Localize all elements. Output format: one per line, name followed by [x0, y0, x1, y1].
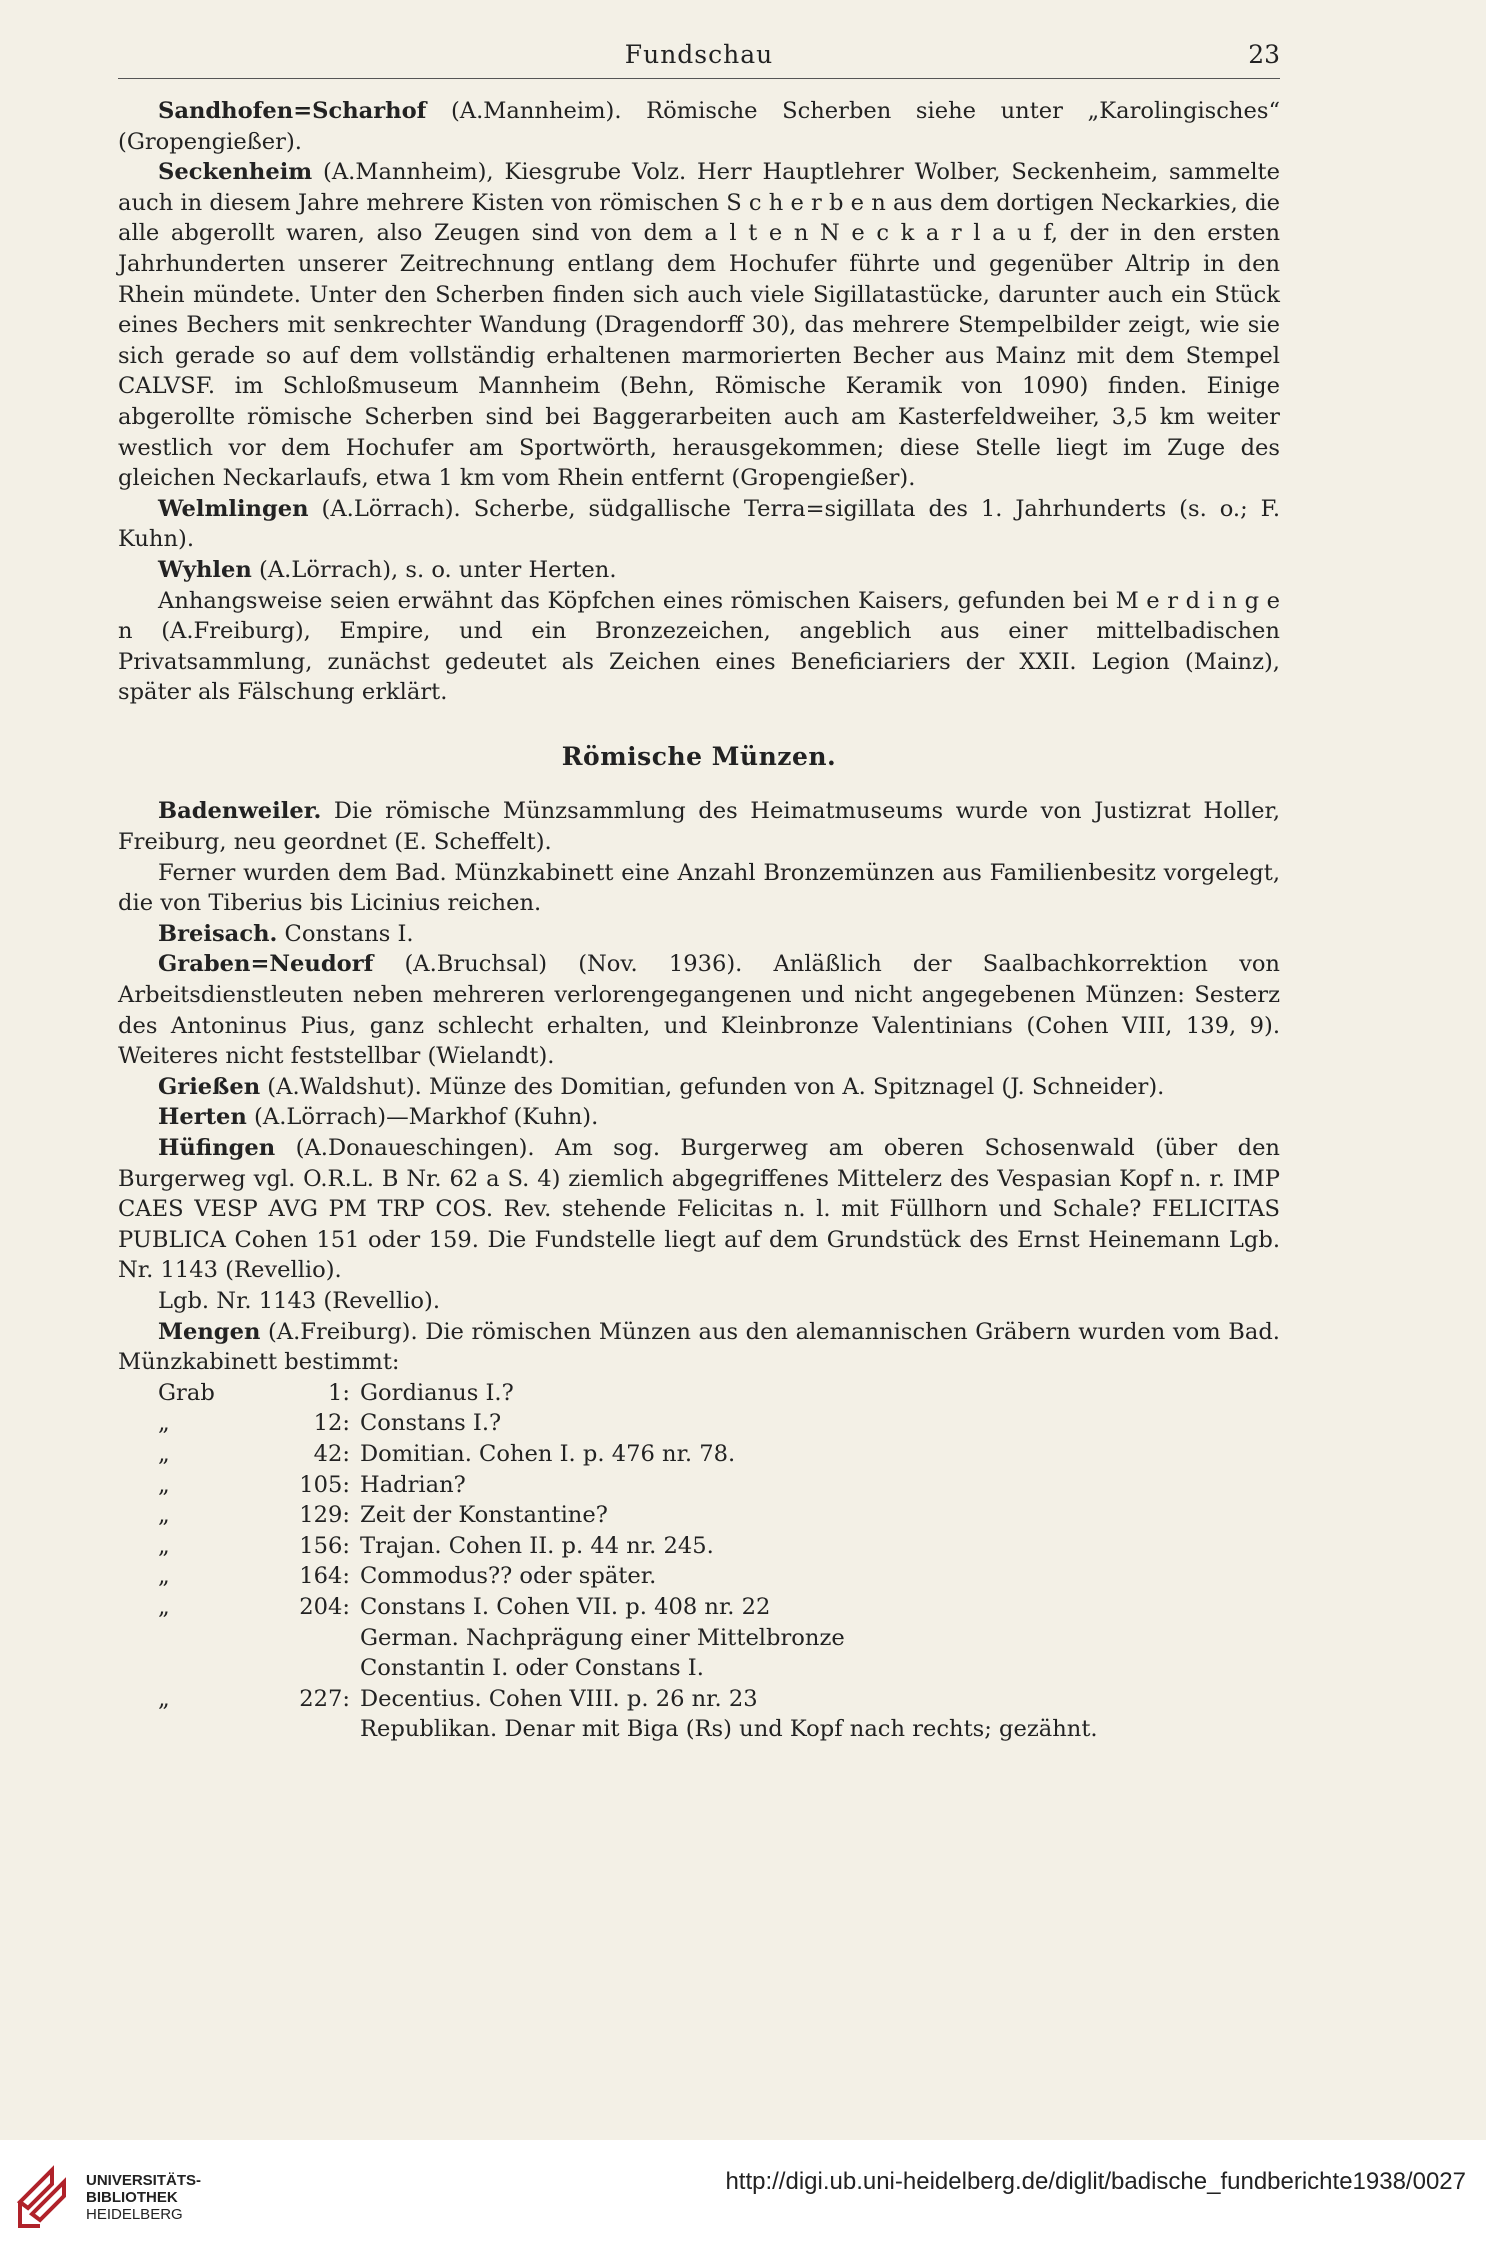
grave-number: 204:	[299, 1593, 350, 1620]
place-name: Graben=Neudorf	[158, 951, 374, 978]
library-footer	[0, 2140, 1486, 2249]
page-number: 23	[1248, 40, 1280, 69]
paragraph-text: Anhangsweise seien erwähnt das Köpfchen eines römischen Kaisers, gefunden bei M e r d i n g e n (A.Freiburg), Empire, und ein Bronzezeichen, angeblich aus einer mittelbadischen Privatsammlung, zunächst gedeutet als Zeichen eines Beneficiariers der XXII. Legion (Mainz), später als Fälschung erklärt.	[118, 587, 1280, 706]
paragraph	[118, 1102, 1280, 1133]
grave-description: Hadrian?	[360, 1471, 466, 1498]
paragraph	[118, 157, 1280, 494]
grave-entry	[118, 1408, 1280, 1439]
grave-entry	[118, 1500, 1280, 1531]
paragraph	[118, 555, 1280, 586]
place-name: Badenweiler.	[158, 798, 322, 825]
place-name: Sandhofen=Scharhof	[158, 98, 427, 124]
place-name: Mengen	[158, 1318, 261, 1345]
grave-entry	[118, 1378, 1280, 1409]
grave-prefix: „	[158, 1410, 170, 1437]
library-line-3: HEIDELBERG	[86, 2206, 183, 2223]
paragraph	[118, 586, 1280, 708]
grave-entry	[118, 1714, 1280, 1745]
paragraphs-bottom	[118, 796, 1280, 1377]
grave-description: Domitian. Cohen I. p. 476 nr. 78.	[360, 1440, 736, 1467]
grave-description: German. Nachprägung einer Mittelbronze	[360, 1624, 845, 1651]
place-name: Hüfingen	[158, 1135, 276, 1161]
library-name	[86, 2172, 201, 2223]
place-name: Wyhlen	[158, 556, 252, 583]
grave-prefix: „	[158, 1593, 170, 1620]
grave-entry	[118, 1531, 1280, 1562]
grave-description: Constans I. Cohen VII. p. 408 nr. 22	[360, 1593, 771, 1620]
paragraph-text: Die römische Münzsammlung des Heimatmuseums wurde von Justizrat Holler, Freiburg, neu geordnet (E. Scheffelt).	[118, 798, 1280, 856]
grave-entry	[118, 1592, 1280, 1623]
grave-entry	[118, 1684, 1280, 1715]
paragraph-text: Lgb. Nr. 1143 (Revellio).	[158, 1287, 441, 1314]
grave-prefix: „	[158, 1471, 170, 1498]
paragraph-text: (A.Mannheim). Römische Scherben siehe unter „Karolingisches“ (Gropengießer).	[118, 98, 1280, 155]
paragraph	[118, 1072, 1280, 1103]
paragraph-text: (A.Bruchsal) (Nov. 1936). Anläßlich der Saalbachkorrektion von Arbeitsdienstleuten neben mehreren verlorengegangenen und nicht angegebenen Münzen: Sesterz des Antoninus Pius, ganz schlecht erhalten, und Kleinbronze Valentinians (Cohen VIII, 139, 9). Weiteres nicht feststellbar (Wielandt).	[118, 951, 1280, 1070]
running-title: Fundschau	[624, 40, 774, 69]
grave-number: 129:	[299, 1502, 350, 1529]
paragraph-text: Constans I.	[277, 920, 414, 947]
paragraph	[118, 796, 1280, 857]
grave-prefix: „	[158, 1532, 170, 1559]
grave-description: Constans I.?	[360, 1410, 502, 1437]
grave-prefix: „	[158, 1685, 170, 1712]
running-head	[118, 38, 1280, 79]
place-name: Breisach.	[158, 920, 278, 947]
grave-prefix: „	[158, 1502, 170, 1529]
section-heading: Römische Münzen.	[561, 741, 837, 771]
grave-entry	[118, 1623, 1280, 1654]
grave-prefix: Grab	[158, 1379, 215, 1406]
place-name: Herten	[158, 1104, 247, 1131]
grave-entry	[118, 1653, 1280, 1684]
paragraph	[118, 858, 1280, 919]
paragraph-text: (A.Donaueschingen). Am sog. Burgerweg am oberen Schosenwald (über den Burgerweg vgl. O.R.L. B Nr. 62 a S. 4) ziemlich abgegriffenes Mittelerz des Vespasian Kopf n. r. IMP CAES VESP AVG PM TRP COS. Rev. stehende Felicitas n. l. mit Füllhorn und Schale? FELICITAS PUBLICA Cohen 151 oder 159. Die Fundstelle liegt auf dem Grundstück des Ernst Heinemann Lgb. Nr. 1143 (Revellio).	[118, 1135, 1280, 1284]
paragraph-text: (A.Lörrach)—Markhof (Kuhn).	[246, 1104, 599, 1131]
paragraph	[118, 919, 1280, 950]
grave-number: 105:	[299, 1471, 350, 1498]
paragraph	[118, 1317, 1280, 1378]
paragraph-text: (A.Freiburg). Die römischen Münzen aus den alemannischen Gräbern wurden vom Bad. Münzkabinett bestimmt:	[118, 1318, 1280, 1376]
grave-description: Zeit der Konstantine?	[360, 1502, 608, 1529]
library-line-2: BIBLIOTHEK	[86, 2189, 178, 2206]
place-name: Seckenheim	[158, 159, 313, 186]
grave-description: Trajan. Cohen II. p. 44 nr. 245.	[360, 1532, 714, 1559]
paragraph	[118, 1286, 1280, 1317]
grave-description: Gordianus I.?	[360, 1379, 514, 1406]
grave-number: 164:	[299, 1563, 350, 1590]
grave-description: Constantin I. oder Constans I.	[360, 1655, 704, 1682]
paragraph-text: (A.Lörrach), s. o. unter Herten.	[251, 556, 617, 583]
grave-description: Decentius. Cohen VIII. p. 26 nr. 23	[360, 1685, 758, 1712]
paragraph-text: (A.Mannheim), Kiesgrube Volz. Herr Hauptlehrer Wolber, Seckenheim, sammelte auch in diesem Jahre mehrere Kisten von römischen S c h e r b e n aus dem dortigen Neckarkies, die alle abgerollt waren, also Zeugen sind von dem a l t e n N e c k a r l a u f, der in den ersten Jahrhunderten unserer Zeitrechnung entlang dem Hochufer führte und gegenüber Altrip in den Rhein mündete. Unter den Scherben finden sich auch viele Sigillatastücke, darunter auch ein Stück eines Bechers mit senkrechter Wandung (Dragendorff 30), das mehrere Stempelbilder zeigt, wie sie sich gerade so auf dem vollständig erhaltenen marmorierten Becher aus Mainz mit dem Stempel CALVSF. im Schloßmuseum Mannheim (Behn, Römische Keramik von 1090) finden. Einige abgerollte römische Scherben sind bei Baggerarbeiten auch am Kasterfeldweiher, 3,5 km weiter westlich vor dem Hochufer am Sportwörth, herausgekommen; diese Stelle liegt im Zuge des gleichen Neckarlaufs, etwa 1 km vom Rhein entfernt (Gropengießer).	[118, 159, 1280, 492]
paragraph-text: (A.Waldshut). Münze des Domitian, gefunden von A. Spitznagel (J. Schneider).	[260, 1073, 1165, 1100]
paragraph	[118, 96, 1280, 157]
grave-description: Commodus?? oder später.	[360, 1563, 657, 1590]
paragraph	[118, 949, 1280, 1071]
place-name: Grießen	[158, 1073, 261, 1100]
grave-prefix: „	[158, 1440, 170, 1467]
source-url[interactable]: http://digi.ub.uni-heidelberg.de/diglit/badische_fundberichte1938/0027	[725, 2168, 1466, 2195]
grave-entry	[118, 1439, 1280, 1470]
grave-list	[118, 1378, 1280, 1745]
grave-number: 42:	[313, 1440, 350, 1467]
paragraph-text: (A.Lörrach). Scherbe, südgallische Terra=sigillata des 1. Jahrhunderts (s. o.; F. Kuhn).	[118, 495, 1280, 553]
grave-number: 156:	[299, 1532, 350, 1559]
grave-description: Republikan. Denar mit Biga (Rs) und Kopf nach rechts; gezähnt.	[360, 1716, 1098, 1743]
grave-entry	[118, 1561, 1280, 1592]
library-logo-icon	[12, 2154, 76, 2234]
paragraph-text: Ferner wurden dem Bad. Münzkabinett eine Anzahl Bronzemünzen aus Familienbesitz vorgelegt, die von Tiberius bis Licinius reichen.	[118, 859, 1280, 917]
paragraphs-top	[118, 96, 1280, 708]
place-name: Welmlingen	[158, 495, 309, 522]
grave-number: 227:	[299, 1685, 350, 1712]
grave-entry	[118, 1470, 1280, 1501]
grave-number: 1:	[328, 1379, 350, 1406]
grave-number: 12:	[313, 1410, 350, 1437]
grave-prefix: „	[158, 1563, 170, 1590]
paragraph	[118, 494, 1280, 555]
paragraph	[118, 1133, 1280, 1286]
body-text	[118, 96, 1280, 1745]
library-line-1: UNIVERSITÄTS-	[86, 2172, 202, 2189]
